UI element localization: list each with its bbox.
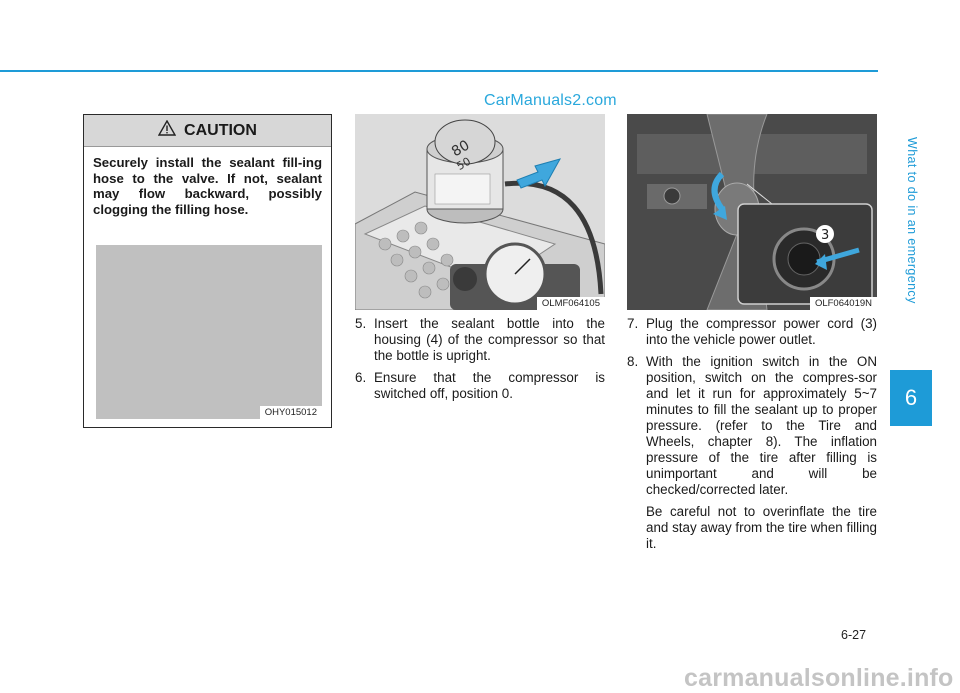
svg-text:50: 50 xyxy=(454,154,474,173)
caution-image-placeholder xyxy=(96,245,322,419)
compressor-illustration xyxy=(355,114,605,310)
header-rule xyxy=(0,70,878,72)
chapter-title-vertical: What to do in an emergency xyxy=(905,136,919,304)
image-code: OHY015012 xyxy=(260,406,322,419)
watermark-bottom: carmanualsonline.info xyxy=(684,664,954,692)
figure-power-outlet xyxy=(627,114,877,310)
step-text: Ensure that the compressor is switched off, position 0. xyxy=(374,370,605,401)
warning-triangle-icon xyxy=(158,120,176,141)
step-item xyxy=(627,354,877,498)
image-code: OLF064019N xyxy=(810,297,877,310)
step-number: 6. xyxy=(355,370,367,385)
caution-text: Securely install the sealant fill-ing hose to the valve. If not, sealant may flow backward, possibly clogging the filling hose. xyxy=(93,155,322,217)
svg-text:80: 80 xyxy=(449,137,473,161)
page-number: 6-27 xyxy=(841,628,867,642)
instructions-column-2 xyxy=(627,316,877,552)
callout-number: 3 xyxy=(821,228,830,243)
watermark-top: CarManuals2.com xyxy=(484,92,617,109)
step-text: Insert the sealant bottle into the housing (4) of the compressor so that the bottle is upright. xyxy=(374,316,605,363)
step-text: With the ignition switch in the ON position, switch on the compres-sor and let it run for approximately 5~7 minutes to fill the sealant up to proper pressure. (refer to the Tire and Wheels, chapter 8). The inflation pressure of the tire after filling is unimportant and will be checked/corrected later. xyxy=(646,354,877,497)
caution-header xyxy=(84,115,331,147)
step-item xyxy=(355,370,605,402)
image-code: OLMF064105 xyxy=(537,297,605,310)
figure-compressor-bottle xyxy=(355,114,605,310)
step-number: 8. xyxy=(627,354,639,369)
caution-box xyxy=(83,114,332,428)
step-number: 5. xyxy=(355,316,367,331)
step-text: Plug the compressor power cord (3) into the vehicle power outlet. xyxy=(646,316,877,347)
step-number: 7. xyxy=(627,316,639,331)
power-outlet-illustration xyxy=(627,114,877,310)
chapter-number-tab: 6 xyxy=(890,370,932,426)
caution-title: CAUTION xyxy=(184,121,257,139)
step-item xyxy=(355,316,605,364)
step-item xyxy=(627,316,877,348)
instructions-column-1 xyxy=(355,316,605,408)
step-note: Be careful not to overinflate the tire and stay away from the tire when filling it. xyxy=(646,504,877,551)
